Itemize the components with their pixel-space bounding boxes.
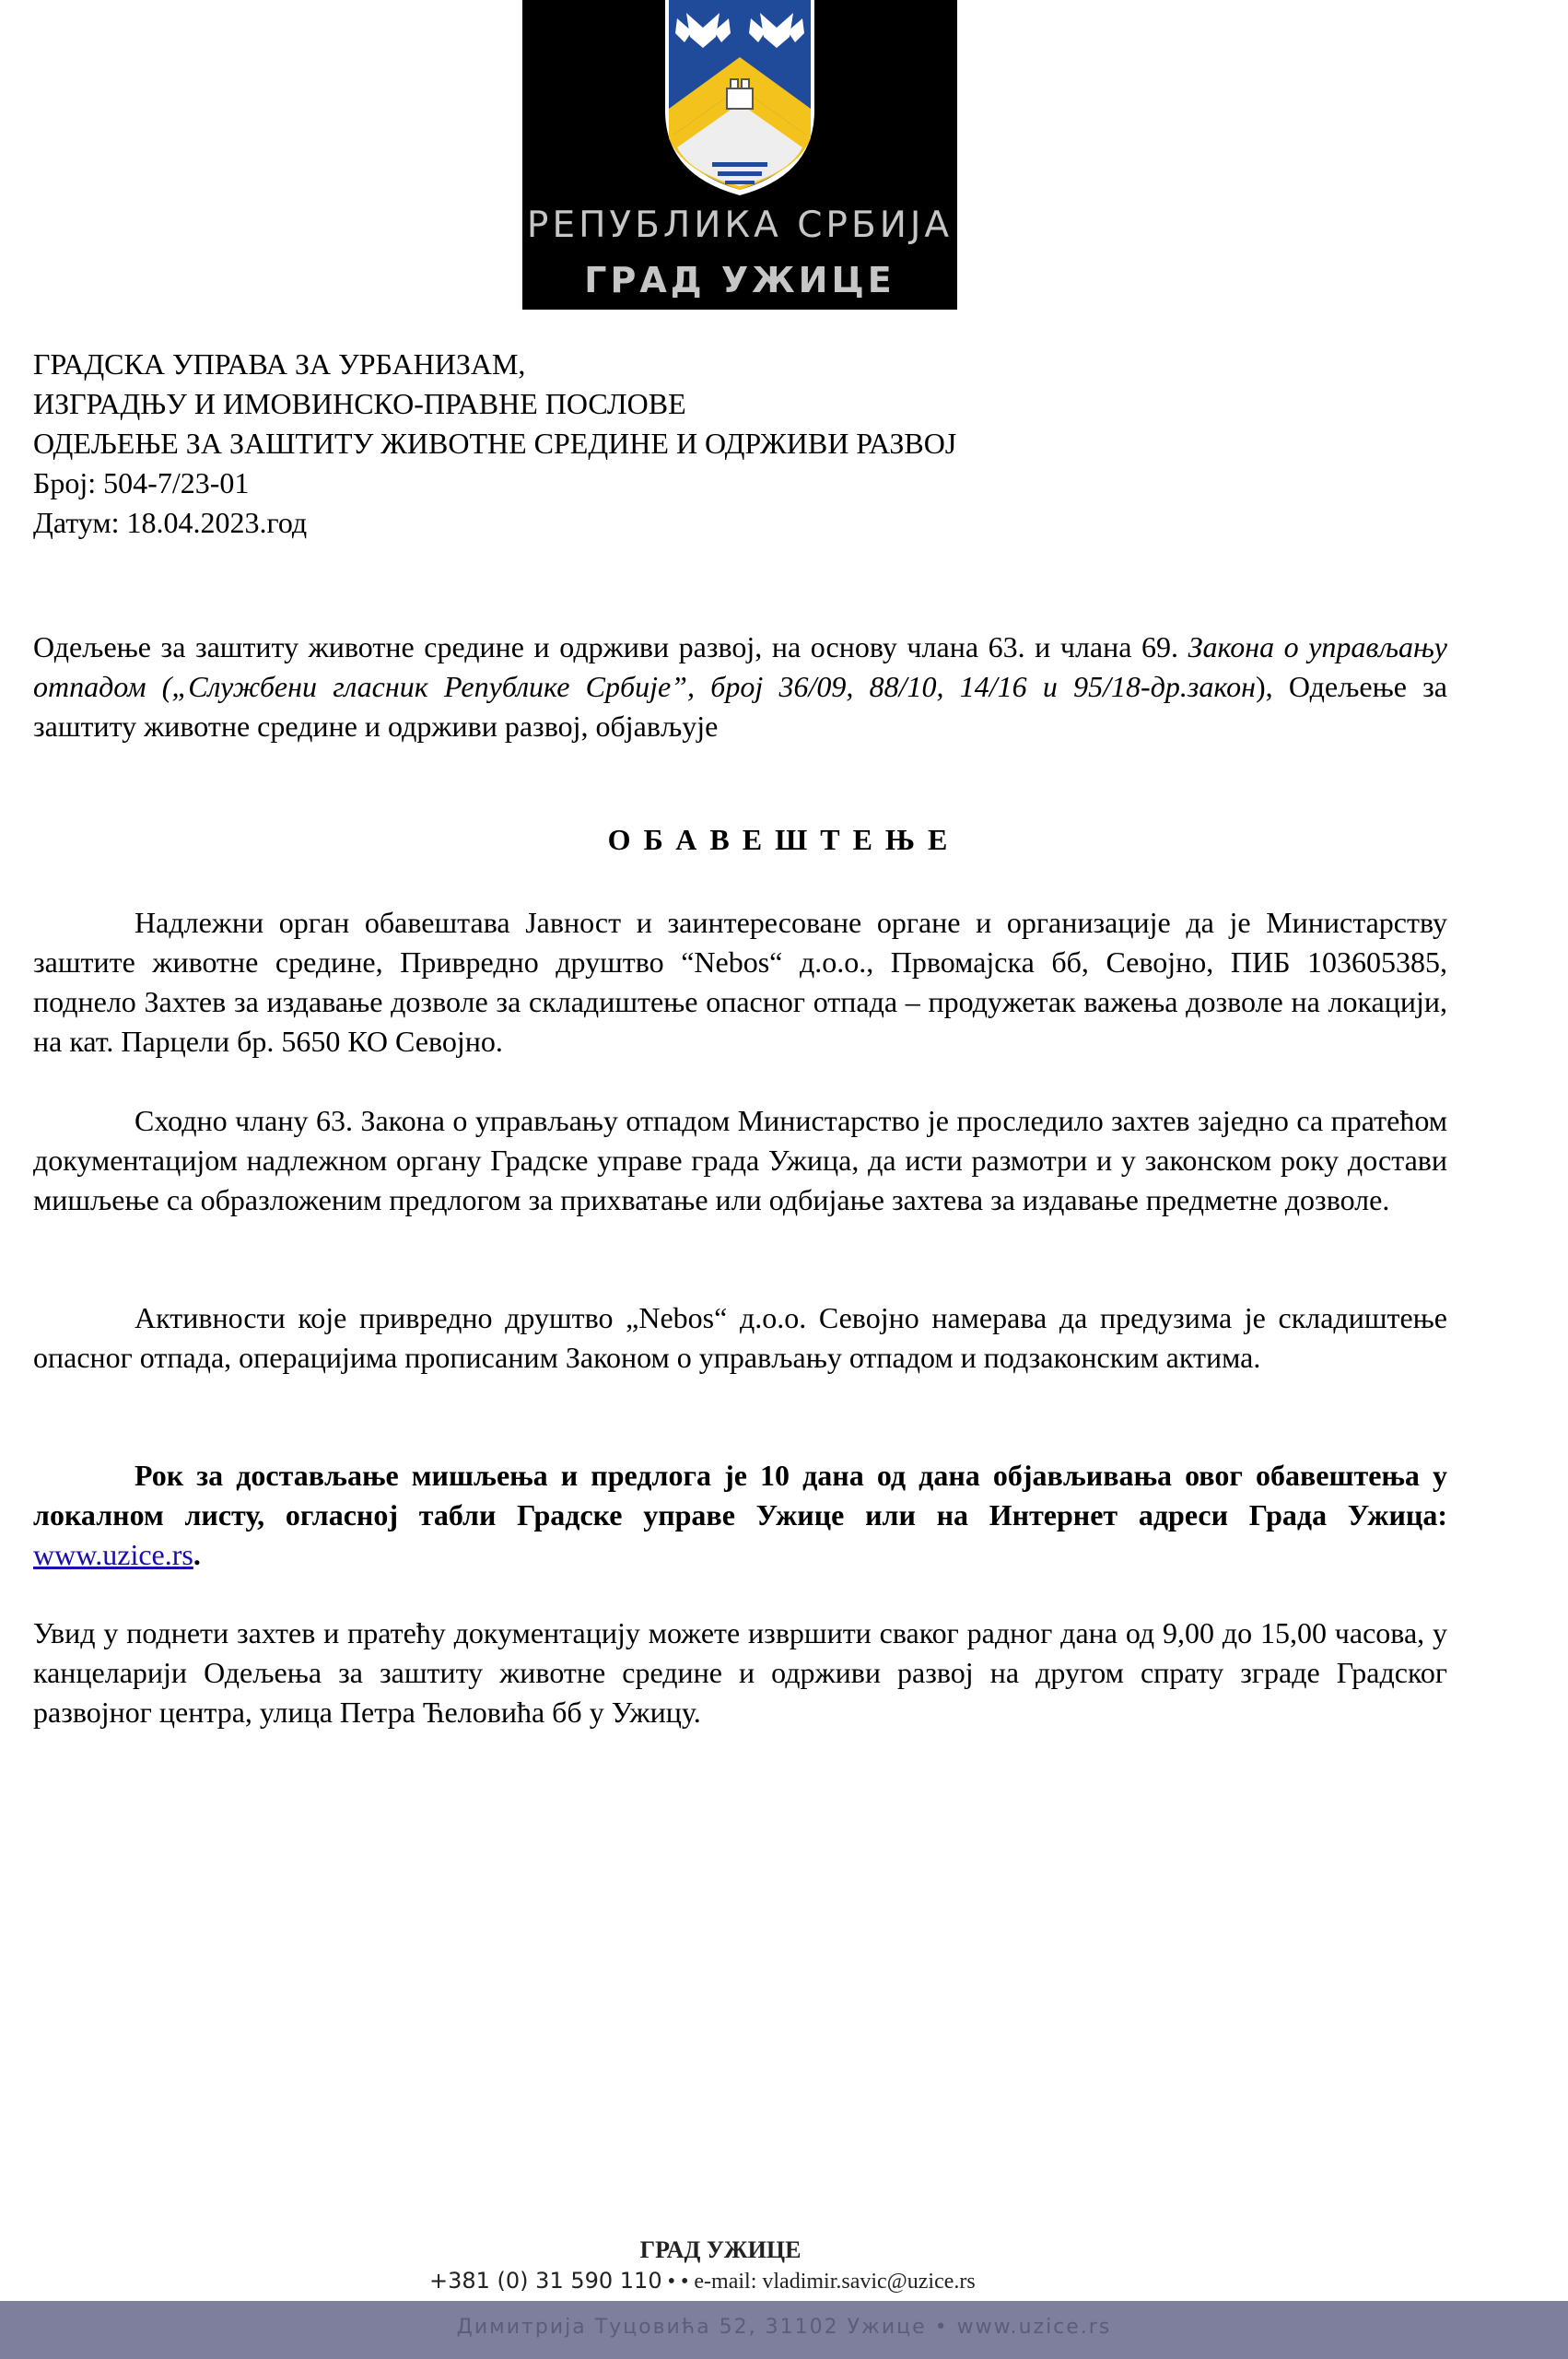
footer-bar [0,2301,1568,2359]
deadline-end: . [193,1538,201,1571]
paragraph-2: Сходно члану 63. Закона о управљању отпадом Министарство је проследило захтев заједно са пратећом документацијом надлежном органу Градске управе града Ужица, да исти размотри и у законском року достави мишљење са образложеним предлогом за прихватање или одбијање захтева за издавање предметне дозволе. [33,1104,1447,1216]
footer-phone: +381 (0) 31 590 110 [429,2268,662,2294]
logo-city-text: ГРАД УЖИЦЕ [584,260,895,300]
footer-separator: • • [661,2270,695,2294]
footer-address: Димитрија Туцовића 52, 31102 Ужице • www.uzice.rs [456,2316,1112,2339]
paragraph-3: Активности које привредно друштво „Nebos“ д.о.о. Севојно намерава да предузима је складиштење опасног отпада, операцијима прописаним Законом о управљању отпадом и подзаконским актима. [33,1301,1447,1374]
footer-email: e-mail: vladimir.savic@uzice.rs [694,2270,976,2294]
footer-contact [429,2268,976,2294]
paragraph-1: Надлежни орган обавештава Јавност и заинтересоване органе и организације да је Министарству заштите животне средине, Привредно друштво “Nebos“ д.о.о., Првомајска бб, Севојно, ПИБ 103605385, поднело Захтев за издавање дозволе за складиштење опасног отпада – продужетак важења дозволе на локацији, на кат. Парцели бр. 5650 КО Севојно. [33,906,1447,1058]
intro-law-citation: Закона о управљању отпадом („Службени гласник Републике Србије”, број 36/09, 88/10, 14/16 и 95/18-др.закон [33,630,1448,703]
paragraph-4 [33,1456,1447,1575]
header-line-1: ГРАДСКА УПРАВА ЗА УРБАНИЗАМ, [33,347,526,381]
coat-of-arms-icon [522,0,957,212]
logo-republic-text: РЕПУБЛИКА СРБИЈА [526,205,954,246]
header-line-2: ИЗГРАДЊУ И ИМОВИНСКО-ПРАВНЕ ПОСЛОВЕ [33,387,686,420]
footer-city-name: ГРАД УЖИЦЕ [639,2236,802,2263]
intro-paragraph [33,628,1447,746]
deadline-text: Рок за достављање мишљења и предлога је 10 дана од дана објављивања овог обавештења у локалном листу, огласној табли Градске управе Ужице или на Интернет адреси Града Ужица: [33,1459,1447,1532]
coat-of-arms-logo [522,0,957,310]
intro-text-2: ), Одељење за заштиту животне средине и одрживи развој, објављује [33,670,1448,743]
website-link[interactable]: www.uzice.rs [33,1538,193,1571]
document-header [33,345,956,543]
document-date: Датум: 18.04.2023.год [33,506,308,539]
header-line-3: ОДЕЉЕЊЕ ЗА ЗАШТИТУ ЖИВОТНЕ СРЕДИНЕ И ОДРЖИВИ РАЗВОЈ [33,427,957,460]
paragraph-5: Увид у поднети захтев и пратећу документацију можете извршити сваког радног дана од 9,00 до 15,00 часова, у канцеларији Одељења за заштиту животне средине и одрживи развој на другом спрату зграде Градског развојног центра, улица Петра Ћеловића бб у Ужицу. [33,1616,1447,1729]
document-number: Број: 504-7/23-01 [33,466,250,499]
notice-title: ОБАВЕШТЕЊЕ [607,823,961,856]
intro-text-1: Одељење за заштиту животне средине и одрживи развој, на основу члана 63. и члана 69. [33,630,1188,663]
